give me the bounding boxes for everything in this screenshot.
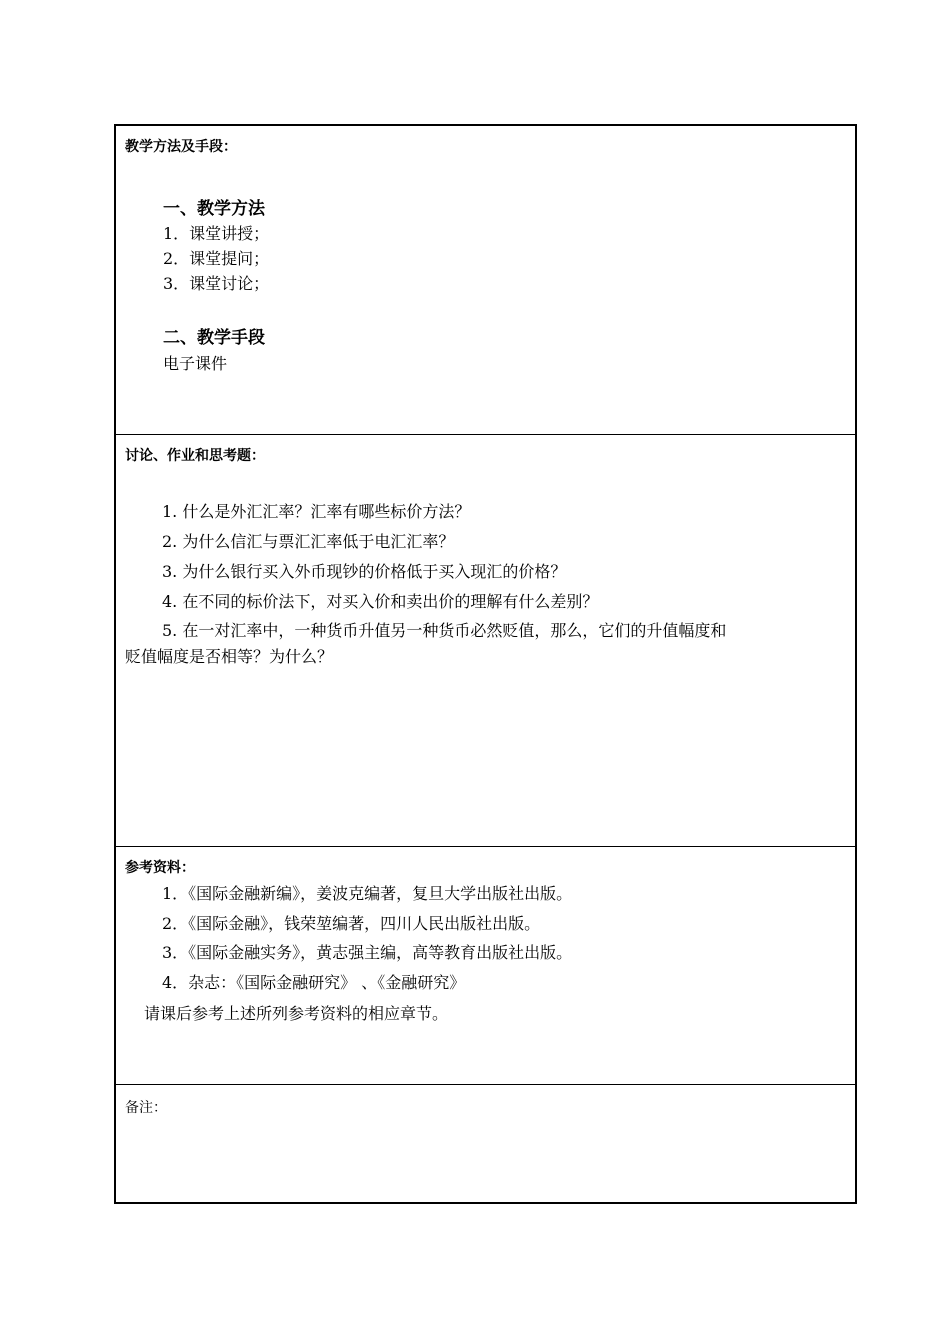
discussion-item-2: 2. 为什么信汇与票汇汇率低于电汇汇率？: [162, 532, 455, 551]
methods-label: 教学方法及手段：: [125, 139, 237, 155]
reference-item-2: 2．《国际金融》，钱荣堃编著，四川人民出版社出版。: [162, 914, 541, 933]
method-item-3: 3．课堂讨论；: [163, 274, 270, 293]
reference-item-3: 3．《国际金融实务》，黄志强主编，高等教育出版社出版。: [162, 943, 573, 962]
methods-heading-1: 一、教学方法: [163, 199, 265, 219]
reference-item-1: 1．《国际金融新编》，姜波克编著，复旦大学出版社出版。: [162, 884, 573, 903]
method-item-2: 2．课堂提问；: [163, 249, 270, 268]
discussion-item-5: 5. 在一对汇率中，一种货币升值另一种货币必然贬值，那么，它们的升值幅度和: [162, 621, 727, 640]
discussion-item-4: 4. 在不同的标价法下，对买入价和卖出价的理解有什么差别？: [162, 592, 599, 611]
discussion-item-5-continued: 贬值幅度是否相等？为什么？: [125, 647, 334, 666]
references-note: 请课后参考上述所列参考资料的相应章节。: [144, 1004, 449, 1023]
references-label: 参考资料：: [125, 860, 195, 876]
references-section: [116, 846, 855, 1084]
method-item-1: 1．课堂讲授；: [163, 224, 270, 243]
remarks-label: 备注：: [125, 1100, 167, 1116]
methods-section: [116, 126, 855, 434]
discussion-section: [116, 434, 855, 846]
teaching-means: 电子课件: [163, 354, 228, 373]
reference-item-4: 4．杂志：《国际金融研究》 、《金融研究》: [162, 973, 466, 992]
methods-heading-2: 二、教学手段: [163, 328, 265, 348]
discussion-item-1: 1. 什么是外汇汇率？汇率有哪些标价方法？: [162, 502, 471, 521]
discussion-label: 讨论、作业和思考题：: [125, 448, 265, 464]
discussion-item-3: 3. 为什么银行买入外币现钞的价格低于买入现汇的价格？: [162, 562, 567, 581]
lesson-plan-table: [114, 124, 857, 1204]
remarks-section: [116, 1084, 855, 1202]
